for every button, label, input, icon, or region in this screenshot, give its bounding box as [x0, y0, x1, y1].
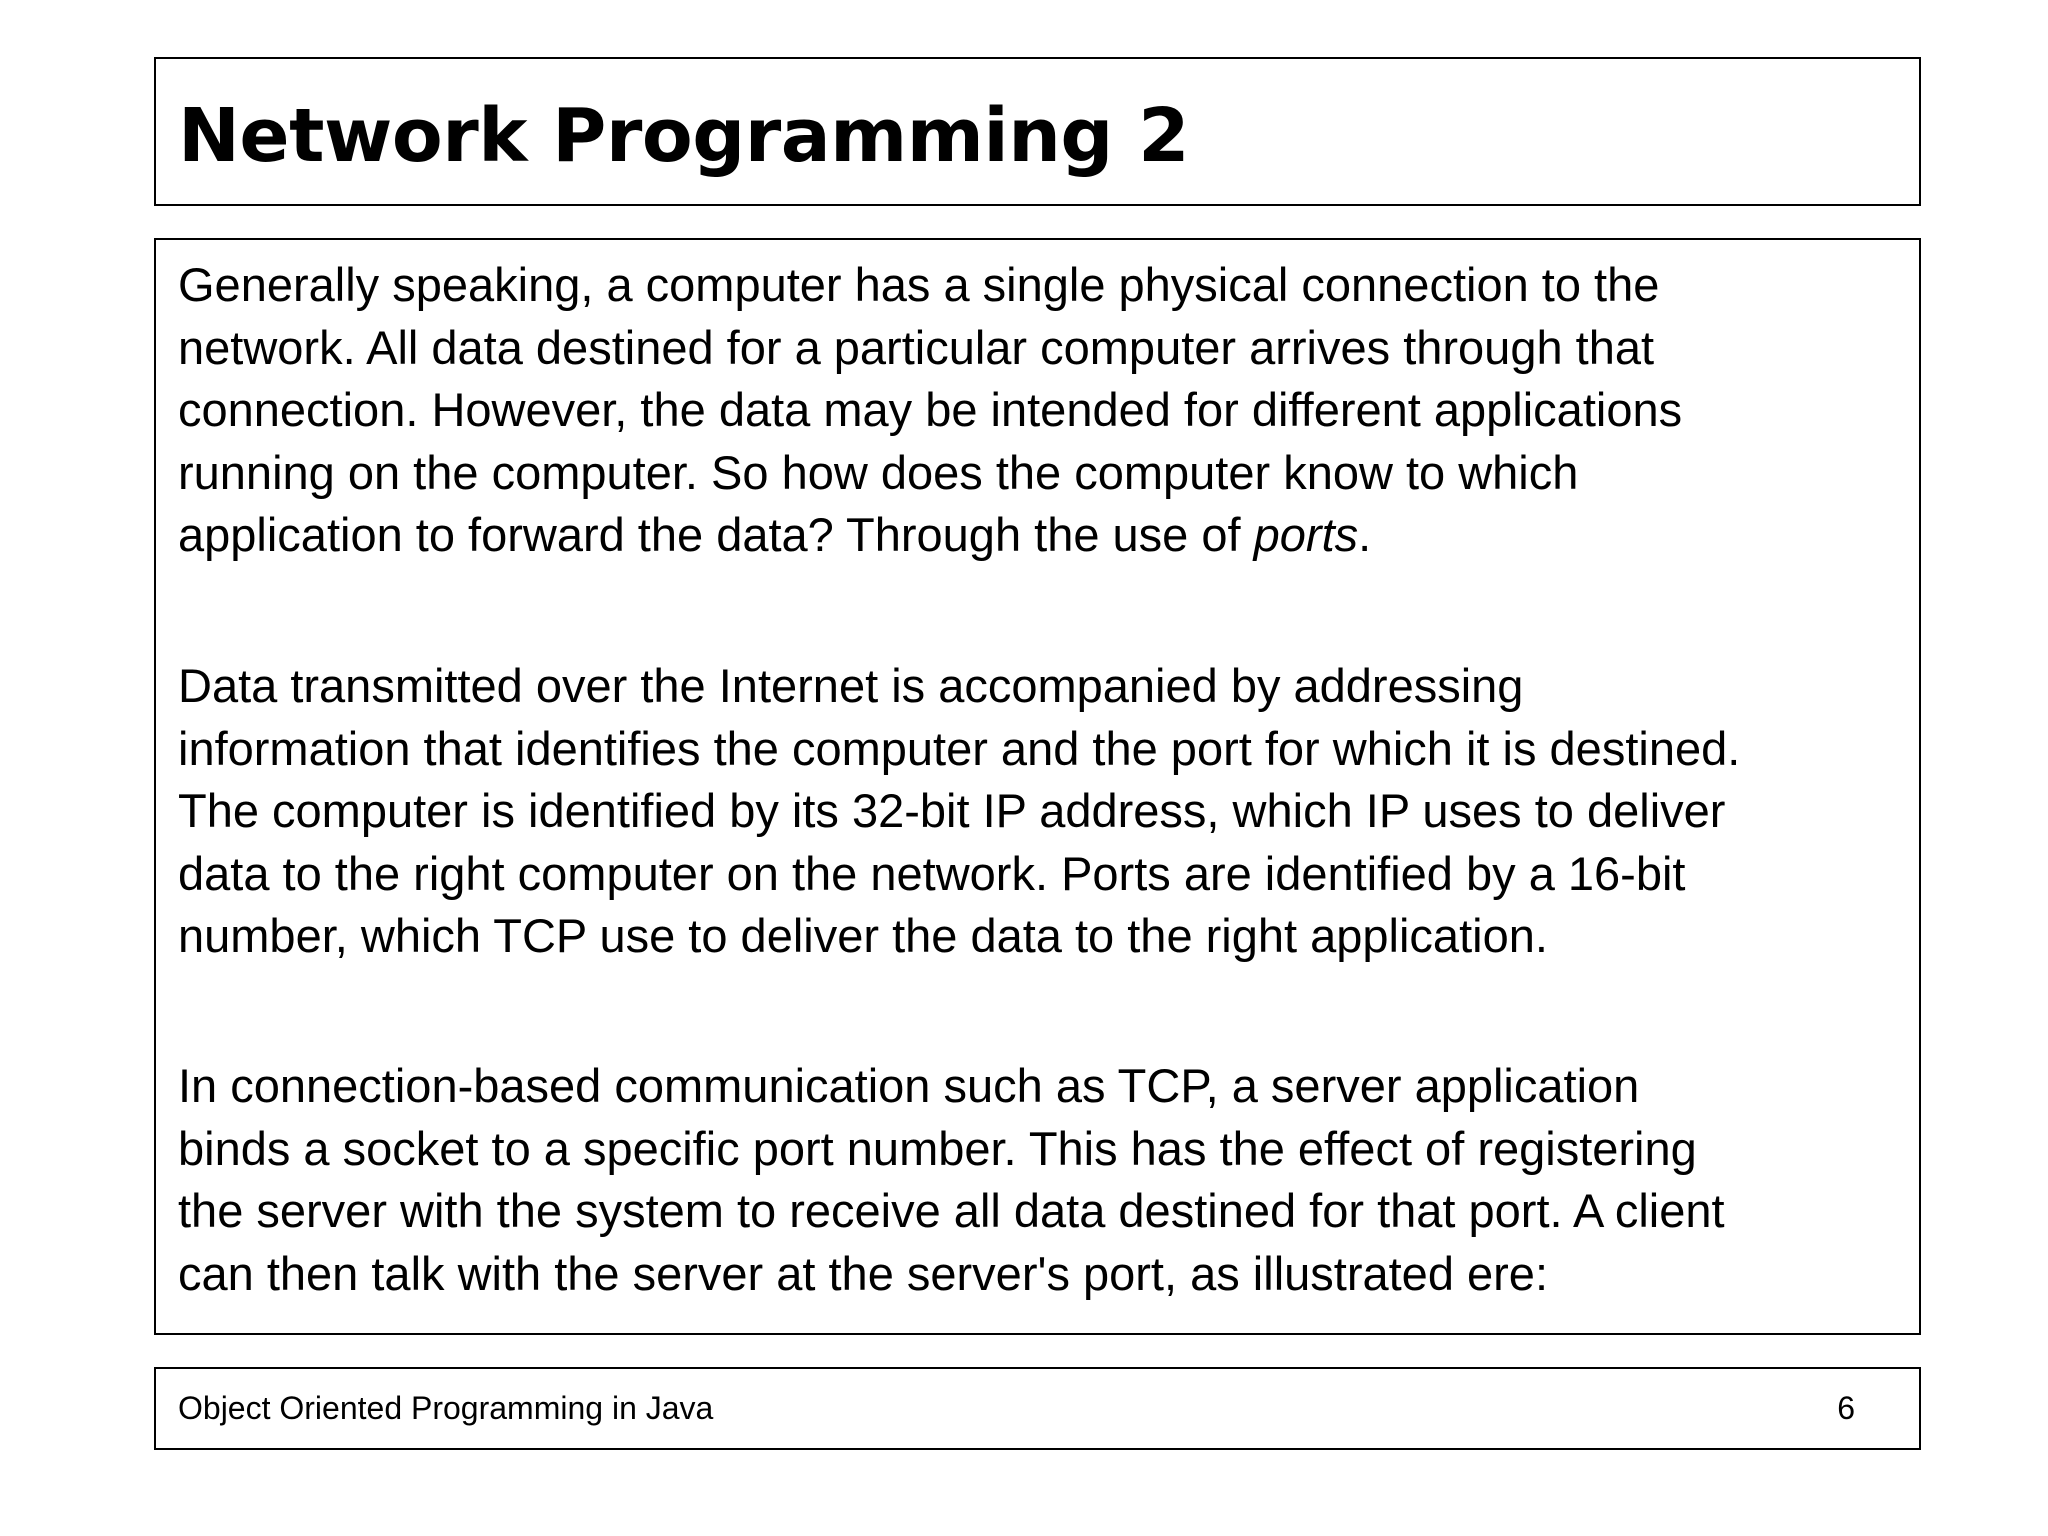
footer-course-title: Object Oriented Programming in Java — [178, 1390, 714, 1426]
paragraph-addressing: Data transmitted over the Internet is accompanied by addressing information that identifies the computer and the port for which it is destined. The computer is identified by its 32-bit IP address, which IP uses to deliver data to the right computer on the network. Ports are identified by a 16-bit number, which TCP use to deliver the data to the right application. — [178, 659, 1741, 962]
page-number: 6 — [1837, 1390, 1855, 1426]
paragraph-text: Generally speaking, a computer has a single physical connection to the network. All data destined for a particular computer arrives through that connection. However, the data may be intended for different applications running on the computer. So how does the computer know to which application to forward the data? Through the use of — [178, 258, 1683, 561]
paragraph-ports-intro — [178, 254, 1898, 567]
paragraph-server-binding: In connection-based communication such as TCP, a server application binds a socket to a specific port number. This has the effect of registering the server with the system to receive all data destined for that port. A client can then talk with the server at the server's port, as illustrated ere: — [178, 1059, 1725, 1300]
title-box — [154, 57, 1921, 206]
emphasized-term: ports — [1253, 508, 1359, 561]
slide-title: Network Programming 2 — [178, 93, 1190, 179]
paragraph-text-end: . — [1358, 508, 1372, 561]
footer-box — [154, 1367, 1921, 1450]
body-box — [154, 238, 1921, 1335]
